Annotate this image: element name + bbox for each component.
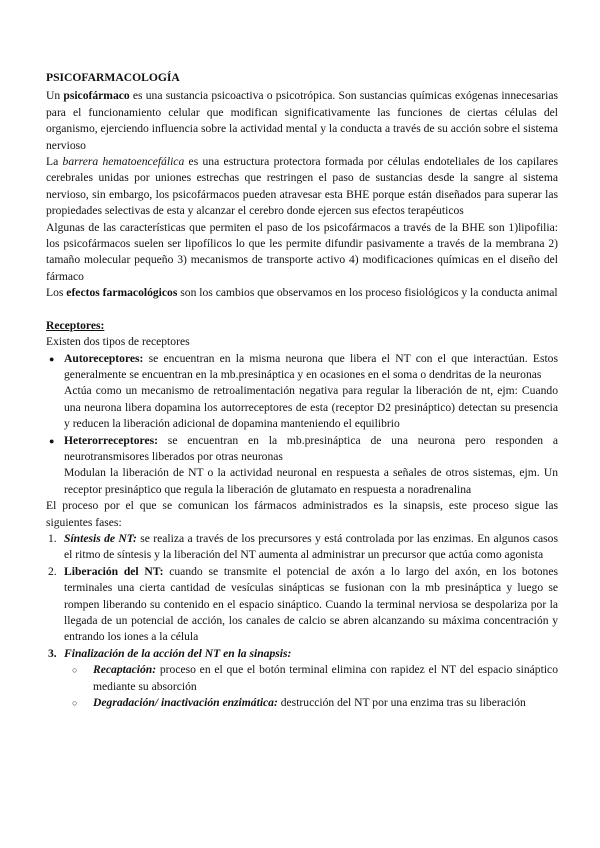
term-psicofarmaco: psicofármaco [63,89,130,103]
term-barrera: barrera hematoencefálica [62,155,185,169]
paragraph-bhe: La barrera hematoencefálica es una estructura protectora formada por células endoteliales de los capilares cerebrales unidas por uniones estrechas que restringen el paso de sustancias desde la sangre al sistema nervioso, sin embargo, los psicofármacos pueden atravesar esta BHE porque están diseñados para superar las propiedades selectivas de esta y alcanzar el cerebro donde ejercen sus efectos terapéuticos [46,155,558,218]
receptores-list [46,351,558,499]
list-item: 2. Liberación del NT: cuando se transmite el potencial de axón a lo largo del axón, en los botones terminales una cierta cantidad de vesículas sinápticas se fusionan con la mb presináptica y luego se rompen liberando su contenido en el espacio sináptico. Cuando la terminal nerviosa se despolariza por la llegada de un potencial de acción, los canales de calcio se abren alcanzando su máxima concentración y entrando los iones a la célula [48,564,558,644]
list-item: ● Autoreceptores: se encuentran en la misma neurona que libera el NT con el que interactúan. Estos generalmente se encuentran en la mb.presináptica y en ocasiones en el soma o dendritas de la neuronas Actúa como un mecanismo de retroalimentación negativa para regular la liberación de nt, ejm: Cuando una neurona libera dopamina los autorreceptores de esta (receptor D2 presináptico) detectan su presencia y reducen la liberación adicional de dopamina manteniendo el equilibrio [46,351,558,433]
list-item: ○ Degradación/ inactivación enzimática: destrucción del NT por una enzima tras su liberación [46,695,558,711]
receptores-intro: Existen dos tipos de receptores [46,335,190,349]
term-efectos: efectos farmacológicos [66,286,178,300]
paragraph-efectos: Los efectos farmacológicos son los cambios que observamos en los proceso fisiológicos y la conducta animal [46,286,558,300]
list-item: 3. Finalización de la acción del NT en la sinapsis: ○ Recaptación: proceso en el que el botón terminal elimina con rapidez el NT del espacio sináptico mediante su absorción ○ Degradación/ inactivación enzimática: destrucción del NT por una enzima tras su liberación [46,646,558,712]
proceso-intro: El proceso por el que se comunican los fármacos administrados es la sinapsis, este proceso sigue las siguientes fases: [46,499,558,529]
list-item: ● Heterorreceptores: se encuentran en la mb.presináptica de una neurona pero responden a neurotransmisores liberados por otras neuronas Modulan la liberación de NT o la actividad neuronal en respuesta a señales de otros sistemas, ejm. Un receptor presináptico que regula la liberación de glutamato en respuesta a noradrenalina [46,433,558,499]
list-item: ○ Recaptación: proceso en el que el botón terminal elimina con rapidez el NT del espacio sináptico mediante su absorción [46,662,558,695]
sublist [64,662,558,711]
paragraph-caracteristicas: Algunas de las características que permiten el paso de los psicofármacos a través de la BHE son 1)lipofilia: los psicofármacos suelen ser lipofílicos lo que les permite difundir pasivamente a través de la membrana 2) tamaño molecular pequeño 3) mecanismos de transporte activo 4) modificaciones químicas en el diseño del fármaco [46,220,558,283]
section-heading-receptores: Receptores: [46,318,105,332]
fases-list [46,531,558,711]
paragraph-psicofarmaco: Un psicofármaco es una sustancia psicoactiva o psicotrópica. Son sustancias químicas exógenas innecesarias para el funcionamiento celular que modifican significativamente las funciones de ciertas células del organismo, ejerciendo influencia sobre la actividad mental y la conducta a través de su acción sobre el sistema nervioso [46,89,558,152]
list-item: 1. Síntesis de NT: se realiza a través de los precursores y está controlada por las enzimas. En algunos casos el ritmo de síntesis y la liberación del NT aumenta al administrar un precursor que actúa como agonista [48,531,558,562]
document-page [46,70,558,711]
page-title: PSICOFARMACOLOGÍA [46,71,180,84]
